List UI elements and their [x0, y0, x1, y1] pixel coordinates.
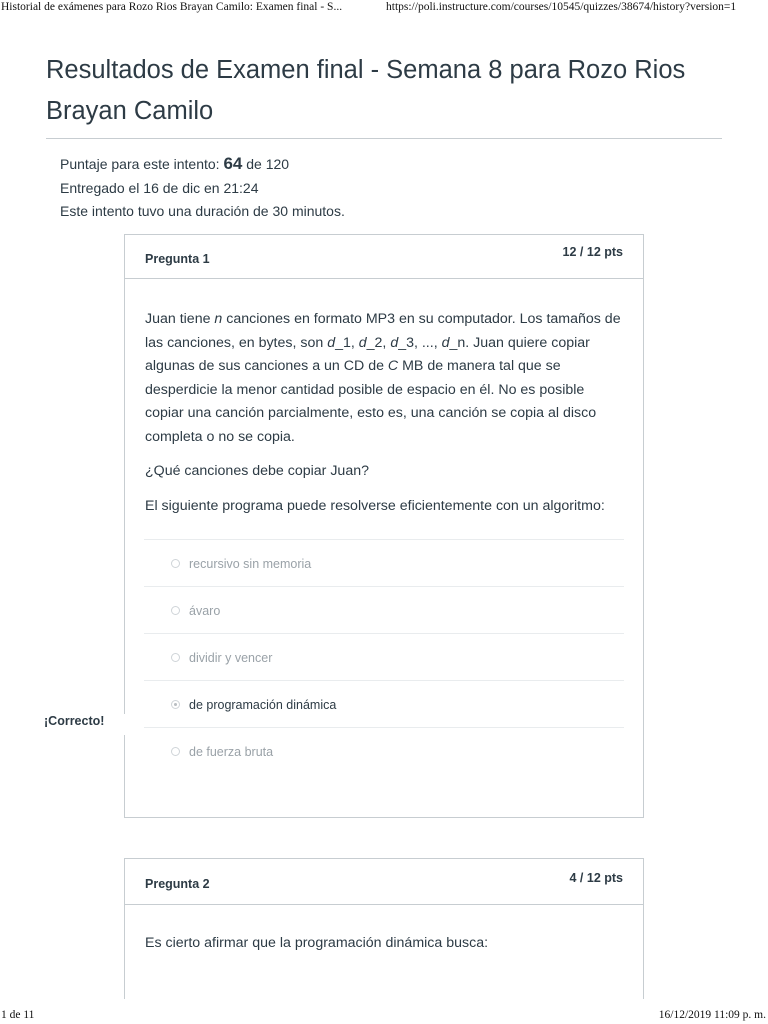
print-footer [0, 1009, 768, 1024]
question-1-points: 12 / 12 pts [562, 245, 623, 259]
score-value: 64 [223, 154, 243, 173]
question-1-paragraph-3: El siguiente programa puede resolverse eficientemente con un algoritmo: [145, 497, 605, 514]
question-2-name: Pregunta 2 [145, 877, 210, 891]
question-1-paragraph-2: ¿Qué canciones debe copiar Juan? [145, 463, 369, 479]
score-total: de 120 [246, 156, 290, 172]
score-line [60, 152, 345, 177]
question-2-paragraph-1: Es cierto afirmar que la programación dinámica busca: [145, 935, 489, 951]
print-header-title: Historial de exámenes para Rozo Rios Brayan Camilo: Examen final - S... [1, 1, 343, 13]
question-2-points: 4 / 12 pts [569, 871, 623, 885]
radio-icon[interactable] [171, 559, 180, 568]
answer-option[interactable] [144, 633, 624, 680]
question-2 [124, 858, 644, 999]
answer-label: recursivo sin memoria [189, 557, 312, 571]
question-1-text [125, 279, 643, 518]
submitted-line: Entregado el 16 de dic en 21:24 [60, 179, 259, 196]
answer-option[interactable] [144, 539, 624, 586]
answer-label: de programación dinámica [189, 698, 337, 712]
page-number: 1 de 11 [1, 1009, 35, 1021]
attempt-summary [60, 152, 345, 224]
print-header [0, 0, 768, 18]
answer-label: dividir y vencer [189, 651, 273, 665]
answer-option[interactable] [144, 727, 624, 774]
question-1 [124, 234, 644, 818]
answer-option-selected[interactable] [144, 680, 624, 727]
page-title: Resultados de Examen final - Semana 8 para Rozo Rios Brayan Camilo [46, 56, 686, 125]
score-label: Puntaje para este intento: [60, 156, 220, 172]
radio-icon[interactable] [171, 606, 180, 615]
print-header-url: https://poli.instructure.com/courses/10545/quizzes/38674/history?version=1 [386, 1, 737, 13]
question-1-answers [144, 539, 624, 774]
radio-icon[interactable] [171, 653, 180, 662]
radio-selected-icon[interactable] [171, 700, 180, 709]
title-divider [46, 138, 722, 139]
print-datetime: 16/12/2019 11:09 p. m. [658, 1009, 766, 1021]
duration-line: Este intento tuvo una duración de 30 minutos. [60, 203, 345, 219]
question-1-header [125, 235, 643, 279]
question-2-text [125, 905, 643, 956]
answer-option[interactable] [144, 586, 624, 633]
answer-label: de fuerza bruta [189, 745, 274, 759]
question-1-name: Pregunta 1 [145, 252, 210, 266]
question-2-header [125, 859, 643, 905]
question-1-paragraph-1: Juan tiene n canciones en formato MP3 en su computador. Los tamaños de las canciones, en bytes, son d_1, d_2, d_3, ..., d_n. Juan quiere copiar algunas de sus canciones a un CD de C MB de manera tal que se desperdicie la menor cantidad posible de espacio en él. No es posible copiar una canción parcialmente, esto es, una canción se copia al disco completa o no se copia. [145, 311, 621, 445]
radio-icon[interactable] [171, 747, 180, 756]
correct-answer-flag: ¡Correcto! [44, 714, 125, 735]
answer-label: ávaro [189, 604, 221, 618]
